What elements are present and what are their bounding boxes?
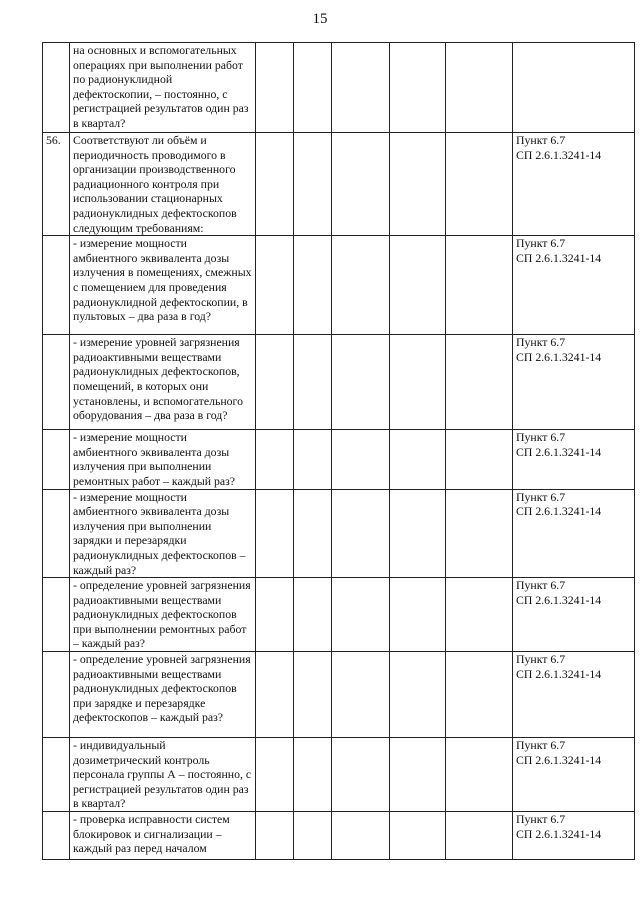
requirement-cell: - определение уровней загрязнения радиоактивными веществами радионуклидных дефектоскопов при зарядке и перезарядке дефектоскопов – каждый раз?: [70, 652, 256, 738]
reference-cell: Пункт 6.7 СП 2.6.1.3241-14: [513, 133, 635, 236]
requirement-cell: - измерение уровней загрязнения радиоактивными веществами радионуклидных дефектоскопов, помещений, в которых они установлены, и вспомогательного оборудования – два раза в год?: [70, 335, 256, 430]
requirement-cell: - индивидуальный дозиметрический контроль персонала группы А – постоянно, с регистрацией результатов один раз в квартал?: [70, 738, 256, 812]
row-number-cell: [43, 738, 70, 812]
answer-cell: [446, 812, 513, 860]
answer-cell: [390, 133, 446, 236]
reference-cell: Пункт 6.7 СП 2.6.1.3241-14: [513, 652, 635, 738]
table-row: [43, 578, 635, 652]
table-row: [43, 652, 635, 738]
answer-cell: [446, 43, 513, 133]
answer-cell: [332, 578, 390, 652]
table-row: [43, 812, 635, 860]
requirement-cell: - измерение мощности амбиентного эквивалента дозы излучения при выполнении зарядки и перезарядки радионуклидных дефектоскопов – каждый раз?: [70, 489, 256, 578]
answer-cell: [446, 133, 513, 236]
row-number-cell: [43, 430, 70, 489]
row-number-cell: [43, 489, 70, 578]
answer-cell: [256, 812, 294, 860]
row-number-cell: [43, 812, 70, 860]
reference-cell: [513, 43, 635, 133]
requirement-cell: - определение уровней загрязнения радиоактивными веществами радионуклидных дефектоскопов при выполнении ремонтных работ – каждый раз?: [70, 578, 256, 652]
answer-cell: [332, 738, 390, 812]
answer-cell: [294, 578, 332, 652]
answer-cell: [332, 430, 390, 489]
requirement-cell: Соответствуют ли объём и периодичность проводимого в организации производственного радиационного контроля при использовании стационарных радионуклидных дефектоскопов следующим требованиям:: [70, 133, 256, 236]
answer-cell: [390, 738, 446, 812]
answer-cell: [256, 236, 294, 335]
reference-cell: Пункт 6.7 СП 2.6.1.3241-14: [513, 489, 635, 578]
answer-cell: [390, 43, 446, 133]
reference-cell: Пункт 6.7 СП 2.6.1.3241-14: [513, 812, 635, 860]
table-row: [43, 236, 635, 335]
table-row: [43, 489, 635, 578]
answer-cell: [256, 430, 294, 489]
requirement-cell: - проверка исправности систем блокировок и сигнализации – каждый раз перед началом: [70, 812, 256, 860]
answer-cell: [446, 578, 513, 652]
answer-cell: [390, 489, 446, 578]
answer-cell: [390, 652, 446, 738]
answer-cell: [446, 236, 513, 335]
answer-cell: [332, 43, 390, 133]
answer-cell: [446, 489, 513, 578]
answer-cell: [294, 812, 332, 860]
row-number-cell: [43, 652, 70, 738]
answer-cell: [446, 335, 513, 430]
table-row: [43, 133, 635, 236]
answer-cell: [390, 335, 446, 430]
answer-cell: [256, 489, 294, 578]
requirement-cell: - измерение мощности амбиентного эквивалента дозы излучения в помещениях, смежных с помещением для проведения радионуклидной дефектоскопии, в пультовых – два раза в год?: [70, 236, 256, 335]
answer-cell: [332, 236, 390, 335]
requirement-cell: на основных и вспомогательных операциях при выполнении работ по радионуклидной дефектоскопии, – постоянно, с регистрацией результатов один раз в квартал?: [70, 43, 256, 133]
answer-cell: [256, 652, 294, 738]
reference-cell: Пункт 6.7 СП 2.6.1.3241-14: [513, 430, 635, 489]
answer-cell: [332, 489, 390, 578]
reference-cell: Пункт 6.7 СП 2.6.1.3241-14: [513, 236, 635, 335]
checklist-table: [42, 42, 635, 860]
reference-cell: Пункт 6.7 СП 2.6.1.3241-14: [513, 738, 635, 812]
answer-cell: [256, 578, 294, 652]
table-row: [43, 43, 635, 133]
table-row: [43, 335, 635, 430]
answer-cell: [390, 578, 446, 652]
row-number-cell: 56.: [43, 133, 70, 236]
answer-cell: [294, 430, 332, 489]
answer-cell: [446, 430, 513, 489]
reference-cell: Пункт 6.7 СП 2.6.1.3241-14: [513, 335, 635, 430]
answer-cell: [390, 430, 446, 489]
answer-cell: [294, 738, 332, 812]
answer-cell: [294, 236, 332, 335]
answer-cell: [294, 652, 332, 738]
answer-cell: [294, 43, 332, 133]
row-number-cell: [43, 578, 70, 652]
answer-cell: [256, 335, 294, 430]
answer-cell: [256, 133, 294, 236]
answer-cell: [256, 43, 294, 133]
row-number-cell: [43, 43, 70, 133]
answer-cell: [294, 335, 332, 430]
answer-cell: [332, 812, 390, 860]
table-row: [43, 738, 635, 812]
answer-cell: [256, 738, 294, 812]
answer-cell: [446, 738, 513, 812]
answer-cell: [332, 652, 390, 738]
answer-cell: [390, 236, 446, 335]
page-number: 15: [312, 11, 328, 27]
row-number-cell: [43, 335, 70, 430]
answer-cell: [332, 335, 390, 430]
answer-cell: [446, 652, 513, 738]
answer-cell: [294, 133, 332, 236]
table-row: [43, 430, 635, 489]
requirement-cell: - измерение мощности амбиентного эквивалента дозы излучения при выполнении ремонтных работ – каждый раз?: [70, 430, 256, 489]
answer-cell: [294, 489, 332, 578]
answer-cell: [390, 812, 446, 860]
row-number-cell: [43, 236, 70, 335]
answer-cell: [332, 133, 390, 236]
reference-cell: Пункт 6.7 СП 2.6.1.3241-14: [513, 578, 635, 652]
